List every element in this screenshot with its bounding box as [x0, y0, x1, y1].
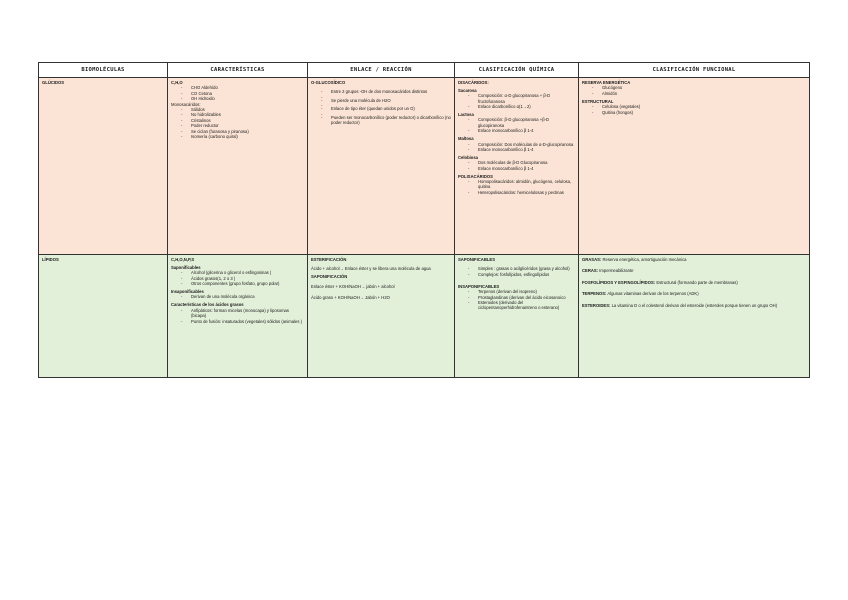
list-item: - Entre 2 grupos -OH de dos monosacáridos distintos [321, 89, 451, 94]
list-item: - Isomería (carbono quiral) [181, 134, 304, 139]
function-line: ESTEROIDES: La vitamina D o el colesterol derivan del esteroide (esteroles porque tienen un grupo OH) [582, 302, 778, 308]
list-item: - Anfipáticos: forman micelas (monocapa) y liposomas (bicapa) [181, 308, 304, 319]
subheading: SAPONIFICABLES [458, 257, 495, 262]
cell-lipidos-enlace [308, 255, 455, 378]
list-item: - Enlace monocarbonílico β 1-4 [468, 128, 575, 133]
list-item: - Complejos: fosfolípidos, esfingolípidos [468, 272, 575, 277]
list-item: - Dos moléculas de β-D Glucopiranosa [468, 160, 575, 165]
list-item: - Homopolisacáridos: almidón, glucógeno, celulosa, quitina [468, 179, 575, 190]
header-caracteristicas: CARACTERÍSTICAS [168, 63, 308, 78]
saponificables-types-list [458, 266, 575, 277]
list-item: - Prostaglandinas (derivan del ácido eicosanoico [468, 295, 575, 300]
list-item: - Simples : grasas o acilglicéridos (grasa y alcohol) [468, 266, 575, 271]
estructural-list [582, 104, 806, 115]
subheading: Lactosa [458, 112, 474, 118]
subheading: Maltosa [458, 136, 474, 142]
list-item: - Terpenos (derivan del isopreno) [468, 289, 575, 294]
reserva-list [582, 85, 806, 96]
list-item: - Se ciclan (furanosa y piranosa) [181, 129, 304, 134]
cell-lipidos-caracteristicas [168, 255, 308, 378]
header-enlace-reaccion: ENLACE / REACCIÓN [308, 63, 455, 78]
list-item: - Enlace de tipo éter (quedan unidos por un O) [321, 106, 451, 111]
biomolecules-table [38, 62, 810, 378]
monosacaridos-list [171, 107, 304, 139]
list-item: - Composición: β-D glucopiranosa +β-D glucopiranosa [468, 117, 575, 128]
list-item: - Glucógeno [592, 85, 806, 90]
biomolecule-name: GLÚCIDOS [42, 80, 65, 85]
lactosa-list [458, 117, 575, 133]
reaction-text: Ácido + alcohol→ Enlace éster y se libera una molécula de agua [311, 266, 431, 272]
list-item: - Punto de fusión: insaturados (vegetales) sólidos (animales ) [181, 319, 304, 324]
cell-lipidos-funcional [579, 255, 810, 378]
cell-glucidos-quimica [455, 78, 579, 255]
subheading: RESERVA ENERGÉTICA [582, 80, 631, 85]
list-item: - No hidrolizables [181, 112, 304, 117]
subheading: ESTERIFICACIÓN [311, 257, 347, 262]
list-item: - Quitina (hongos) [592, 110, 806, 115]
biomolecule-name: LÍPIDOS [42, 257, 59, 262]
header-clasificacion-funcional: CLASIFICACIÓN FUNCIONAL [579, 63, 810, 78]
table-row-glucidos [39, 78, 810, 255]
cell-glucidos-caracteristicas [168, 78, 308, 255]
subheading: Monosacáridos: [171, 101, 201, 107]
list-item: - Almidón [592, 91, 806, 96]
list-item: - Pueden ser monocarbonílico (poder reductor) o dicarbonílico (no poder reductor) [321, 115, 451, 126]
list-item: - CHO Aldehído [181, 85, 304, 90]
list-item: - Alcohol (glicerina o glicerol o esfingosinas ) [181, 270, 304, 275]
list-item: - Otros componentes (grupo fosfato, grupo polar) [181, 281, 304, 286]
header-biomoleculas: BIOMOLÉCULAS [39, 63, 168, 78]
list-item: - Se pierde una molécula de H2O [321, 98, 451, 103]
subheading: POLISACÁRIDOS [458, 173, 493, 179]
list-item: - Cristalinos [181, 118, 304, 123]
subheading: Insaponificables [171, 289, 204, 295]
header-clasificacion-quimica: CLASIFICACIÓN QUÍMICA [455, 63, 579, 78]
functional-groups-list [171, 85, 304, 101]
list-item: - Esteroides (derivado del ciclopentanoperhidrofenantreno o esterano) [468, 300, 575, 311]
subheading: DISACÁRIDOS: [458, 80, 489, 85]
list-item: - OH Hidroxilo [181, 96, 304, 101]
cell-lipidos-name [39, 255, 168, 378]
list-item: - Derivan de una molécula orgánica [181, 294, 304, 299]
cell-glucidos-name [39, 78, 168, 255]
subheading: ESTRUCTURAL [582, 98, 614, 104]
formula: C,H,O [171, 80, 183, 85]
function-line: TERPENOS: Algunas vitaminas derivan de los terpenos (ADK) [582, 291, 699, 297]
cell-glucidos-enlace [308, 78, 455, 255]
subheading: Características de los ácidos grasos [171, 302, 244, 308]
celobiosa-list [458, 160, 575, 171]
list-item: - Composición: α-D glucopiranosa + β-D fructofuranosa [468, 93, 575, 104]
cell-glucidos-funcional [579, 78, 810, 255]
subheading: Celobiosa [458, 154, 479, 160]
subheading: SAPONIFICACIÓN [311, 274, 348, 280]
subheading: INSAPONIFICABLES [458, 283, 500, 289]
list-item: - Sólidos [181, 107, 304, 112]
function-line: FOSFOLÍPIDOS Y ESFINGOLÍPIDOS: Estructural (formando parte de membranas) [582, 279, 738, 285]
insaponificables-list [171, 294, 304, 299]
reaction-text: Ácido graso + KOH/NaOH→ Jabón + H2O [311, 295, 390, 301]
formula: C,H,O,N,P,S [171, 257, 195, 262]
subheading: Sacarosa [458, 87, 477, 93]
table-row-lipidos [39, 255, 810, 378]
insaponificables-types-list [458, 289, 575, 311]
subheading: Saponificables [171, 264, 201, 270]
cell-lipidos-quimica [455, 255, 579, 378]
saponificables-list [171, 270, 304, 286]
header-row [39, 63, 810, 78]
function-line: CERAS: Impermeabilizante [582, 268, 634, 274]
maltosa-list [458, 142, 575, 153]
subheading: O-GLUCOSÍDICO [311, 80, 346, 85]
list-item: - Ácidos grasos(1, 2 o 3 ) [181, 276, 304, 281]
acidos-grasos-list [171, 308, 304, 324]
function-line: GRASAS: Reserva energética, amortiguación mecánica [582, 257, 687, 262]
list-item: - Enlace monocarbonílico β 1-4 [468, 166, 575, 171]
list-item: - Composición: Dos moléculas de α-D-glucopiranosa [468, 142, 575, 147]
reaction-text: Enlace éster + KOH/NaOH→ jabón + alcohol [311, 283, 395, 289]
enlace-list [311, 89, 451, 125]
polisacaridos-list [458, 179, 575, 195]
list-item: - CO Cetona [181, 91, 304, 96]
list-item: - Celulosa (vegetales) [592, 104, 806, 109]
sacarosa-list [458, 93, 575, 109]
list-item: - Enlace monocarbonílico β 1-4 [468, 147, 575, 152]
list-item: - Enlace dicarbonílico α(1→2) [468, 104, 575, 109]
list-item: - Poder reductor [181, 123, 304, 128]
list-item: - Heteropolisacáridos: hemicelulosas y pectinas [468, 190, 575, 195]
